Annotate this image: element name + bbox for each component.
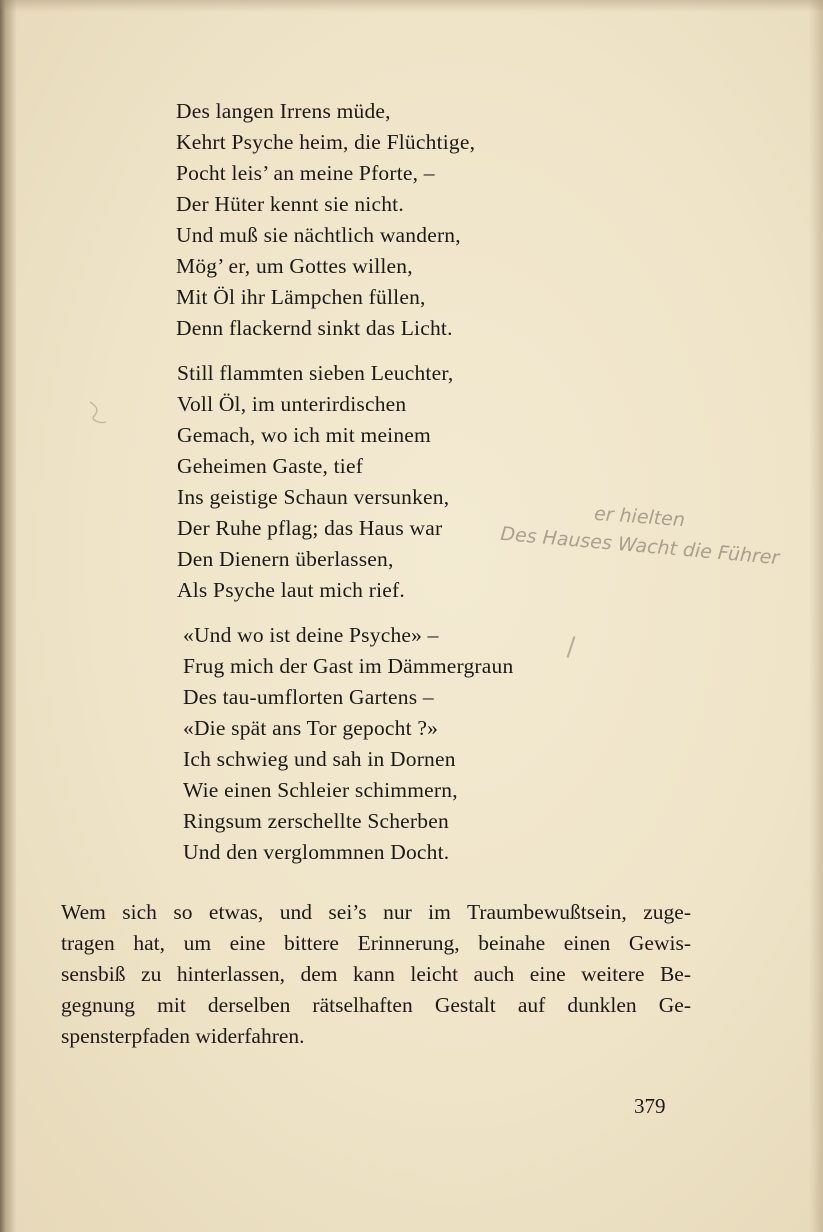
poem-line: Den Dienern überlassen, [177,547,394,571]
poem-line: Voll Öl, im unterirdischen [177,392,407,416]
pencil-tick-mark [567,636,576,658]
poem-line: Kehrt Psyche heim, die Flüchtige, [176,130,476,154]
poem-stanza-2 [177,358,453,606]
poem-line: Der Ruhe pflag; das Haus war [177,516,443,540]
poem-line: Pocht leis’ an meine Pforte, – [176,161,435,185]
poem-line: «Und wo ist deine Psyche» – [183,623,439,647]
poem-line: Als Psyche laut mich rief. [177,578,405,602]
pencil-annotation: er hielten [593,502,686,532]
prose-paragraph [61,897,691,1052]
poem-line: Mög’ er, um Gottes willen, [176,254,413,278]
poem-line: Und muß sie nächtlich wandern, [176,223,461,247]
prose-line: gegnung mit derselben rätselhaften Gestalt auf dunklen Ge- [61,993,691,1017]
poem-line: Denn flackernd sinkt das Licht. [176,316,453,340]
pencil-scribble-mark [86,398,112,428]
poem-line: «Die spät ans Tor gepocht ?» [183,716,439,740]
prose-line: sensbiß zu hinterlassen, dem kann leicht auch eine weitere Be- [61,962,691,986]
page-right-edge [809,0,823,1232]
prose-line: spensterpfaden widerfahren. [61,1024,305,1048]
poem-stanza-1 [176,96,475,344]
page-gutter-shadow [0,0,16,1232]
poem-line: Gemach, wo ich mit meinem [177,423,431,447]
poem-line: Frug mich der Gast im Dämmergraun [183,654,514,678]
poem-line: Still flammten sieben Leuchter, [177,361,454,385]
poem-line: Der Hüter kennt sie nicht. [176,192,404,216]
poem-line: Und den verglommnen Docht. [183,840,450,864]
poem-line: Des tau-umflorten Gartens – [183,685,434,709]
poem-line: Mit Öl ihr Lämpchen füllen, [176,285,426,309]
poem-line: Geheimen Gaste, tief [177,454,364,478]
poem-line: Des langen Irrens müde, [176,99,391,123]
prose-line: Wem sich so etwas, und sei’s nur im Traumbewußtsein, zuge- [61,900,691,924]
page-number: 379 [634,1094,666,1118]
poem-line: Ringsum zerschellte Scherben [183,809,449,833]
poem-line: Ins geistige Schaun versunken, [177,485,450,509]
poem-line: Wie einen Schleier schimmern, [183,778,458,802]
poem-line: Ich schwieg und sah in Dornen [183,747,456,771]
prose-line: tragen hat, um eine bittere Erinnerung, beinahe einen Gewis- [61,931,691,955]
poem-stanza-3 [183,620,513,868]
page-top-edge [0,0,823,12]
pencil-annotation: Des Hauses Wacht die Führer [499,522,781,570]
